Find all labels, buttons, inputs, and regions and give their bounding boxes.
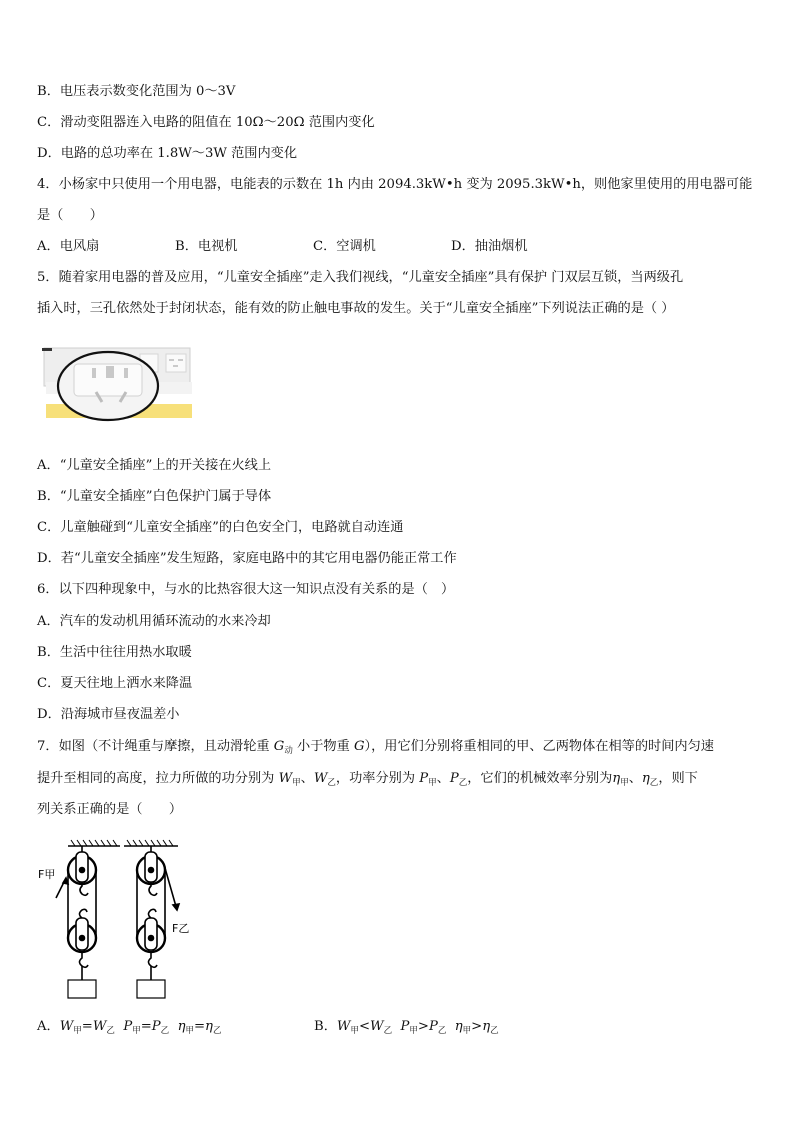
q5-option-a: A．“儿童安全插座”上的开关接在火线上	[37, 458, 272, 473]
q7-option-b: B．$W_甲<W_乙$ $P_甲>P_乙$ $\eta_甲>\eta_乙$	[314, 1019, 499, 1036]
q4-option-b: B．电视机	[175, 239, 238, 254]
q7-stem-line-2: 提升至相同的高度，拉力所做的功分别为 $W_甲$、$W_乙$，功率分别为 $P_甲$、$P_乙$，它们的机械效率分别为$\eta_甲$、$\eta_乙$，则下	[37, 771, 698, 788]
q5-option-d: D．若“儿童安全插座”发生短路，家庭电路中的其它用电器仍能正常工作	[37, 551, 457, 566]
q5-option-b: B．“儿童安全插座”白色保护门属于导体	[37, 489, 272, 504]
q4-stem-line-2: 是（ ）	[37, 208, 103, 223]
q7-options	[37, 1018, 499, 1040]
q5-stem-line-2: 插入时，三孔依然处于封闭状态，能有效的防止触电事故的发生。关于“儿童安全插座”下列说法正确的是（ ）	[37, 301, 675, 316]
q3-option-b: B．电压表示数变化范围为 0～3V	[37, 84, 236, 99]
q6-option-a: A．汽车的发动机用循环流动的水来冷却	[37, 614, 271, 629]
label-f-jia: F甲	[38, 868, 56, 881]
q4-options	[37, 238, 528, 256]
q3-option-d: D．电路的总功率在 1.8W～3W 范围内变化	[37, 146, 298, 161]
q4-option-a: A．电风扇	[37, 239, 100, 254]
q6-option-c: C．夏天往地上洒水来降温	[37, 676, 193, 691]
q4-option-d: D．抽油烟机	[451, 239, 528, 254]
pulley-systems-figure	[36, 838, 198, 1002]
q4-option-c: C．空调机	[313, 239, 376, 254]
q7-option-a: A．$W_甲=W_乙$ $P_甲=P_乙$ $\eta_甲=\eta_乙$	[37, 1019, 222, 1036]
q5-option-c: C．儿童触碰到“儿童安全插座”的白色安全门，电路就自动连通	[37, 520, 404, 535]
q7-stem-line-1: 7．如图（不计绳重与摩擦，且动滑轮重 $G_动$ 小于物重 G），用它们分别将重相同的甲、乙两物体在相等的时间内匀速	[37, 739, 714, 756]
label-f-yi: F乙	[172, 922, 190, 935]
q4-stem-line-1: 4．小杨家中只使用一个用电器，电能表的示数在 1h 内由 2094.3kW•h 变为 2095.3kW•h，则他家里使用的用电器可能	[37, 177, 753, 192]
q6-stem: 6．以下四种现象中，与水的比热容很大这一知识点没有关系的是（ ）	[37, 582, 455, 597]
child-safety-socket-image	[40, 344, 192, 424]
q5-stem-line-1: 5．随着家用电器的普及应用，“儿童安全插座”走入我们视线，“儿童安全插座”具有保护 门双层互锁，当两级孔	[37, 270, 684, 285]
q6-option-b: B．生活中往往用热水取暖	[37, 645, 192, 660]
q3-option-c: C．滑动变阻器连入电路的阻值在 10Ω～20Ω 范围内变化	[37, 115, 375, 130]
q7-stem-line-3: 列关系正确的是（ ）	[37, 802, 183, 817]
q6-option-d: D．沿海城市昼夜温差小	[37, 707, 180, 722]
